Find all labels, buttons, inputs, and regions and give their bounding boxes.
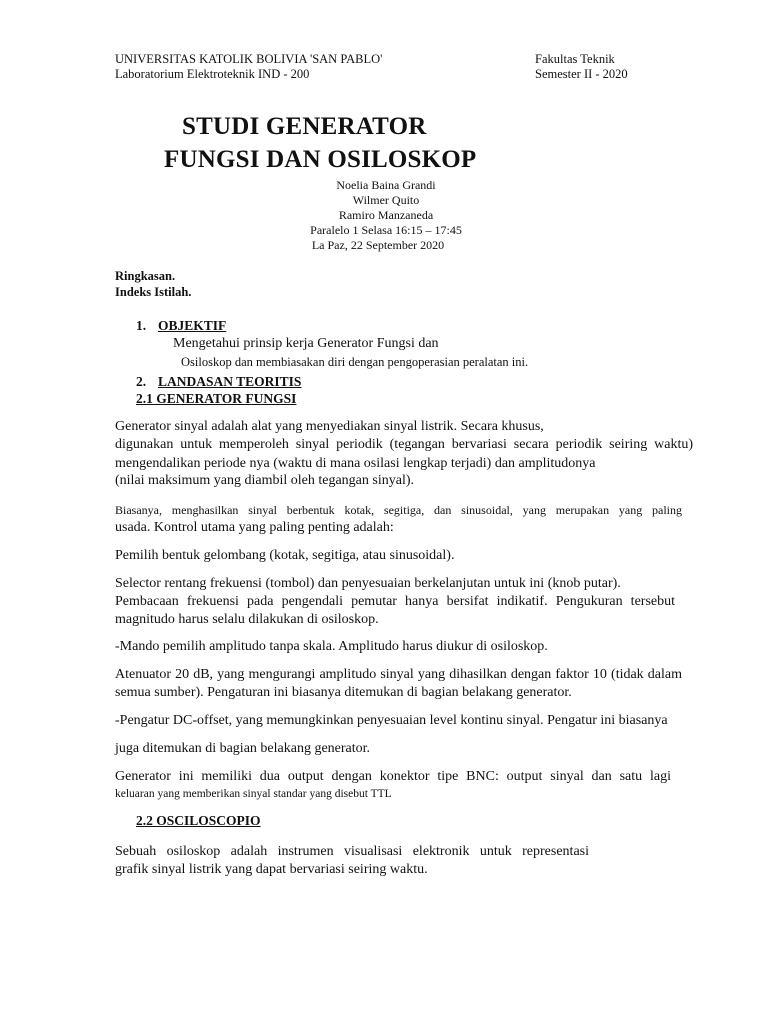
abstract-label: Ringkasan. xyxy=(115,269,176,283)
section-2-number: 2. xyxy=(136,374,147,389)
section-2-2-title: 2.2 OSCILOSCOPIO xyxy=(136,813,261,828)
para-2-line-2: usada. Kontrol utama yang paling penting adalah: xyxy=(115,520,394,535)
doc-title-line2: FUNGSI DAN OSILOSKOP xyxy=(164,146,477,173)
section-1-title: OBJEKTIF xyxy=(158,318,227,333)
objective-line-1: Mengetahui prinsip kerja Generator Fungsi dan xyxy=(173,336,439,351)
para-8: juga ditemukan di bagian belakang generator. xyxy=(115,741,371,756)
para-10-line-2: grafik sinyal listrik yang dapat bervariasi seiring waktu. xyxy=(115,862,428,877)
para-1-line-2: digunakan untuk memperoleh sinyal periodik (tegangan bervariasi secara periodik seiring waktu) xyxy=(115,437,693,452)
check-bullet-icon xyxy=(160,335,171,352)
author-3: Ramiro Manzaneda xyxy=(338,208,434,222)
section-1-number: 1. xyxy=(136,318,147,333)
section-2-1-title: 2.1 GENERATOR FUNGSI xyxy=(136,391,297,406)
para-9-line-2: keluaran yang memberikan sinyal standar yang disebut TTL xyxy=(115,788,392,800)
para-10-line-1: Sebuah osiloskop adalah instrumen visualisasi elektronik untuk representasi xyxy=(115,844,589,859)
para-4-line-3: magnitudo harus selalu dilakukan di osiloskop. xyxy=(115,612,379,627)
semester-label: Semester II - 2020 xyxy=(535,67,628,81)
para-4-line-2: Pembacaan frekuensi pada pengendali pemutar hanya bersifat indikatif. Pengukuran tersebut xyxy=(115,594,675,609)
para-5: -Mando pemilih amplitudo tanpa skala. Amplitudo harus diukur di osiloskop. xyxy=(115,639,548,654)
objective-line-2: Osiloskop dan membiasakan diri dengan pengoperasian peralatan ini. xyxy=(181,355,529,369)
university-name: UNIVERSITAS KATOLIK BOLIVIA 'SAN PABLO' xyxy=(115,52,383,66)
para-1-line-3: mengendalikan periode nya (waktu di mana osilasi lengkap terjadi) dan amplitudonya xyxy=(115,456,596,471)
para-7: -Pengatur DC-offset, yang memungkinkan penyesuaian level kontinu sinyal. Pengatur ini biasanya xyxy=(115,713,668,728)
section-2-title: LANDASAN TEORITIS xyxy=(158,374,302,389)
place-date: La Paz, 22 September 2020 xyxy=(311,238,445,252)
para-6-line-1: Atenuator 20 dB, yang mengurangi amplitudo sinyal yang dihasilkan dengan faktor 10 (tidak dalam xyxy=(115,667,682,682)
para-9-line-1: Generator ini memiliki dua output dengan konektor tipe BNC: output sinyal dan satu lagi xyxy=(115,769,671,784)
index-terms-label: Indeks Istilah. xyxy=(115,285,192,299)
lab-name: Laboratorium Elektroteknik IND - 200 xyxy=(115,67,310,81)
para-4-line-1: Selector rentang frekuensi (tombol) dan penyesuaian berkelanjutan untuk ini (knob putar). xyxy=(115,576,621,591)
para-1-line-1: Generator sinyal adalah alat yang menyediakan sinyal listrik. Secara khusus, xyxy=(115,419,544,434)
session-info: Paralelo 1 Selasa 16:15 – 17:45 xyxy=(310,223,462,237)
para-3: Pemilih bentuk gelombang (kotak, segitiga, atau sinusoidal). xyxy=(115,548,455,563)
doc-title-line1: STUDI GENERATOR xyxy=(182,113,427,140)
para-6-line-2: semua sumber). Pengaturan ini biasanya ditemukan di bagian belakang generator. xyxy=(115,685,572,700)
author-1: Noelia Baina Grandi xyxy=(336,178,436,192)
para-1-line-4: (nilai maksimum yang diambil oleh tegangan sinyal). xyxy=(115,473,414,488)
para-2-line-1: Biasanya, menghasilkan sinyal berbentuk kotak, segitiga, dan sinusoidal, yang merupakan yang paling xyxy=(115,503,682,517)
author-2: Wilmer Quito xyxy=(352,193,420,207)
faculty-name: Fakultas Teknik xyxy=(535,52,615,66)
